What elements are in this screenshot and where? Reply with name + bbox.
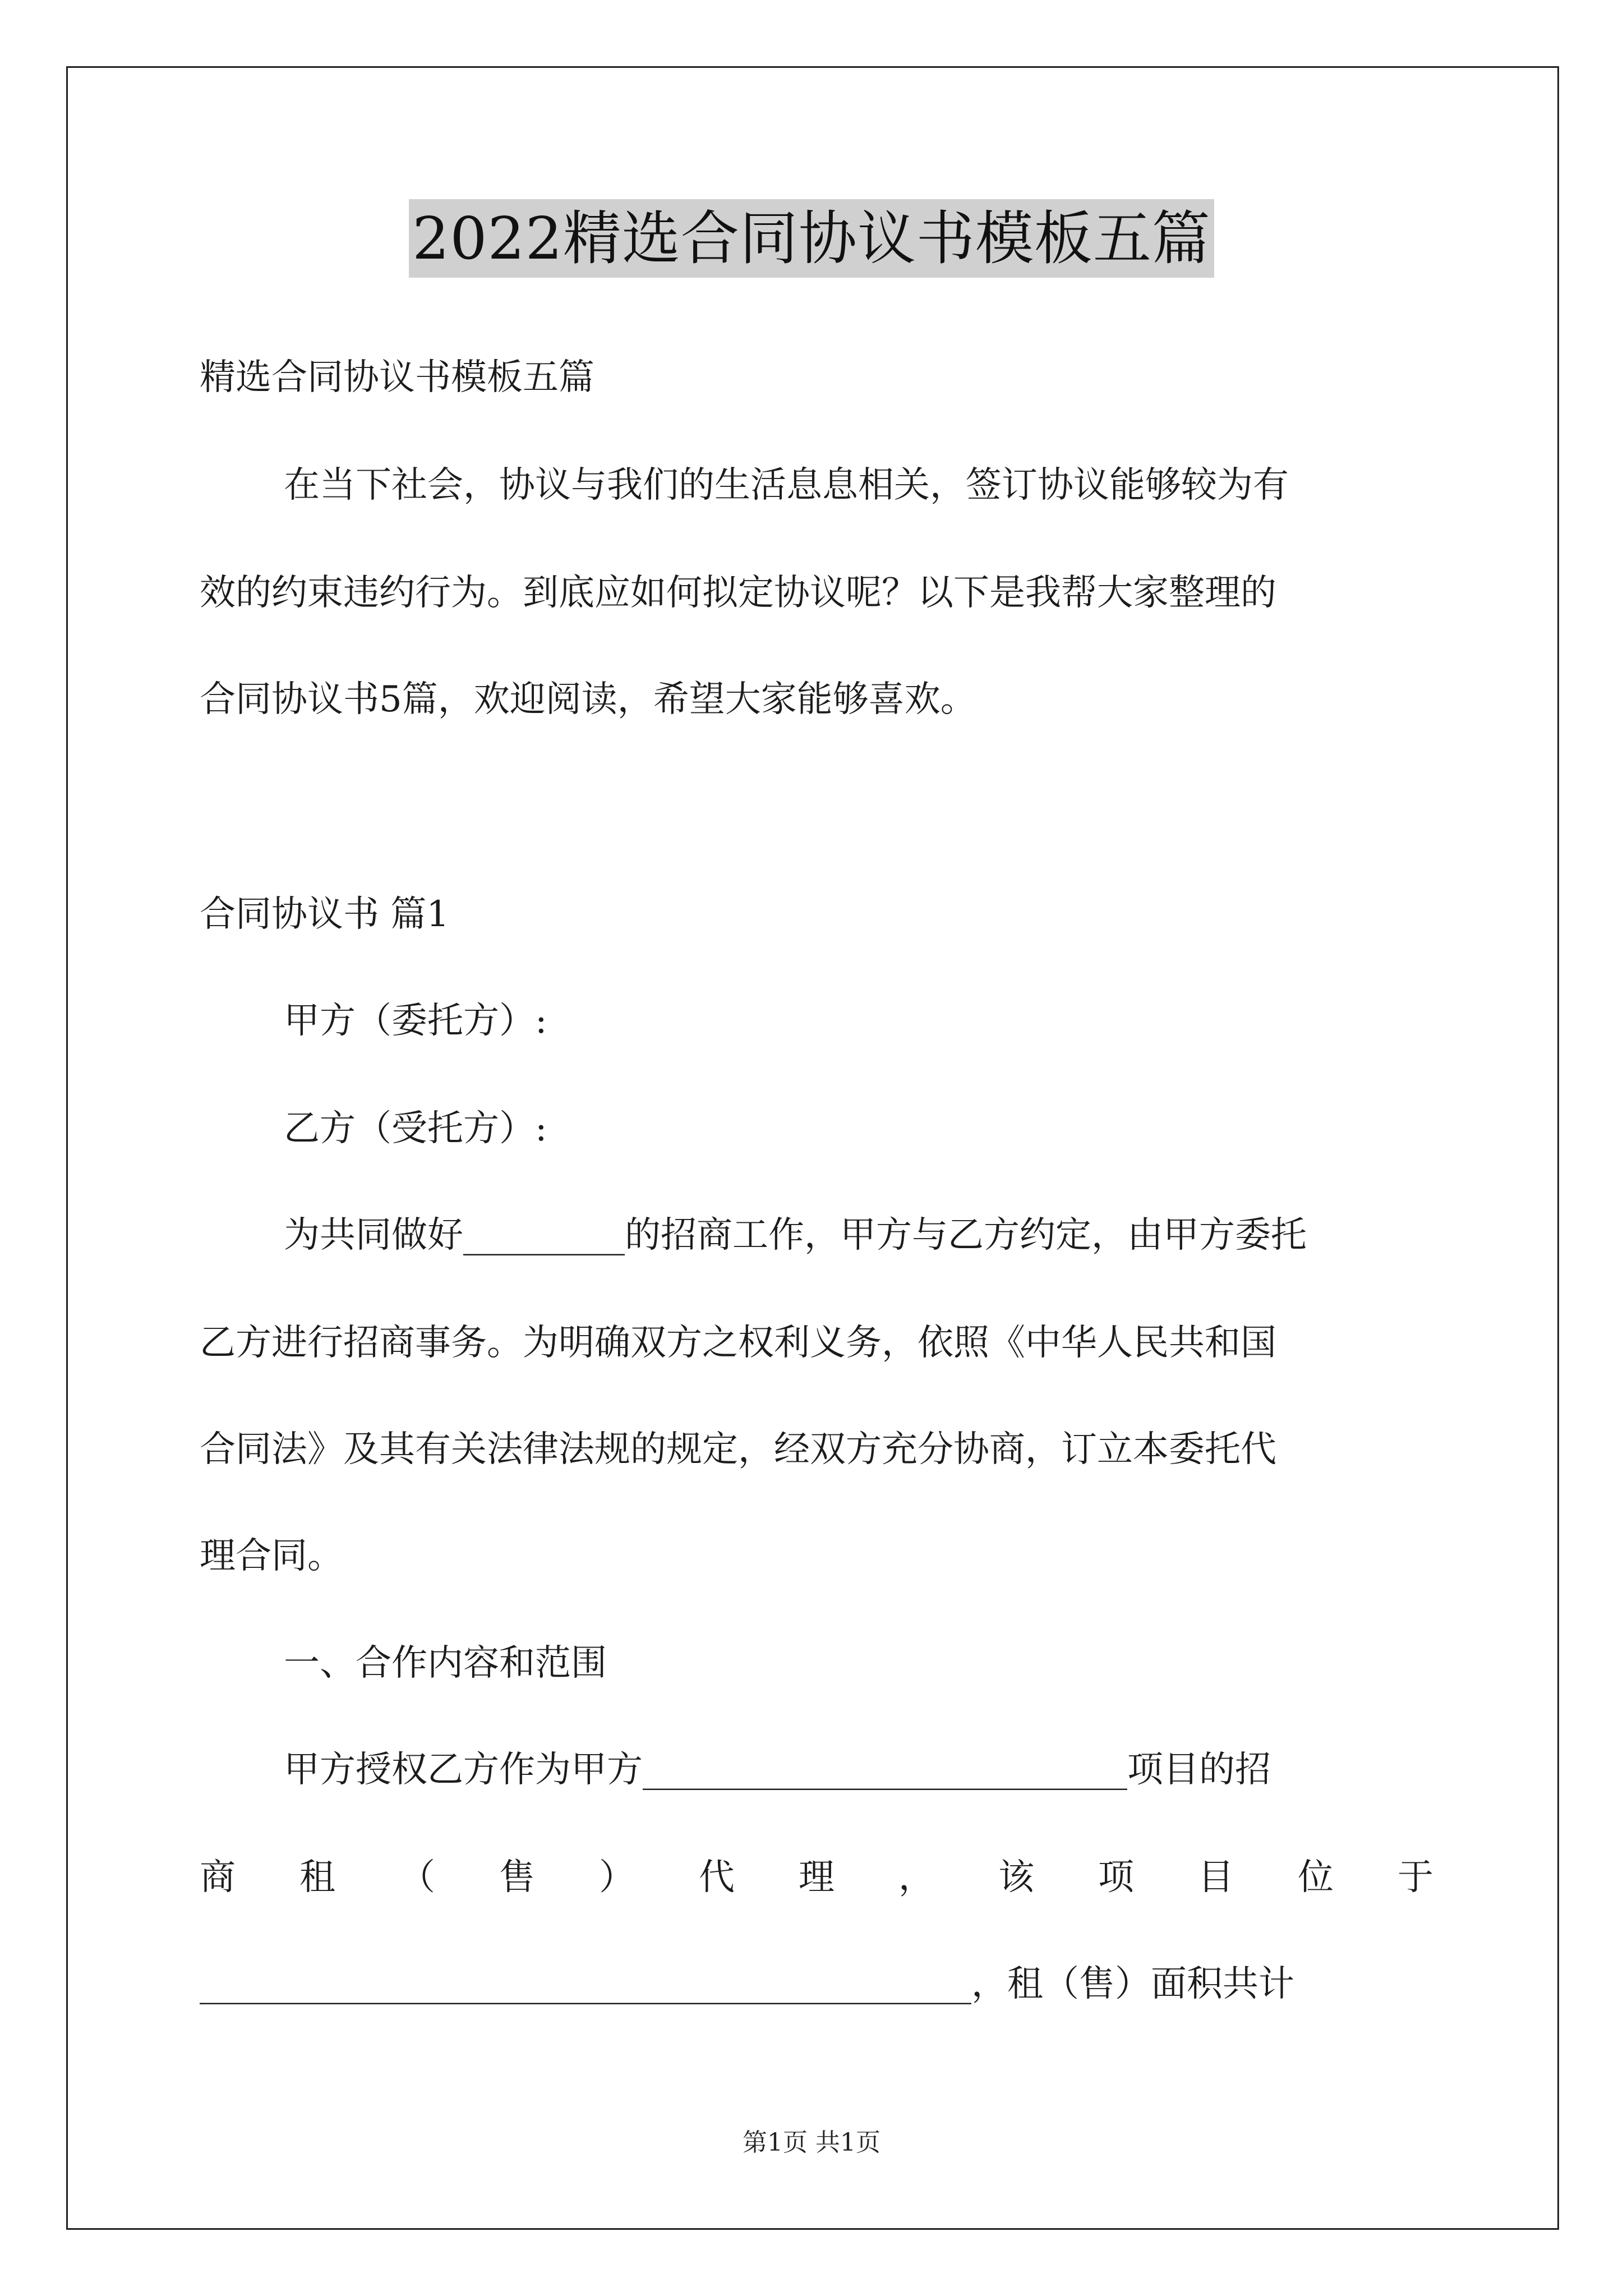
paragraph-line: 为共同做好_________的招商工作，甲方与乙方约定，由甲方委托 xyxy=(284,1214,1307,1256)
spaced-char: 理 xyxy=(799,1857,834,1898)
document-title: 2022精选合同协议书模板五篇 xyxy=(409,199,1214,278)
spaced-char: 位 xyxy=(1298,1857,1334,1898)
paragraph-line: 合同法》及其有关法律法规的规定，经双方充分协商，订立本委托代 xyxy=(200,1429,1276,1470)
spaced-char: 租 xyxy=(299,1857,335,1898)
spaced-char: ） xyxy=(599,1857,635,1898)
spaced-char: （ xyxy=(399,1857,435,1898)
clause-heading: 一、合作内容和范围 xyxy=(284,1642,607,1684)
spaced-char: 项 xyxy=(1098,1857,1134,1898)
paragraph-line: 合同协议书5篇，欢迎阅读，希望大家能够喜欢。 xyxy=(200,679,976,720)
spaced-char: 代 xyxy=(699,1857,735,1898)
section-heading: 合同协议书 篇1 xyxy=(200,894,450,935)
spaced-char: 售 xyxy=(499,1857,535,1898)
paragraph-line: 理合同。 xyxy=(200,1535,343,1577)
spaced-char: 该 xyxy=(998,1857,1034,1898)
spaced-text-line xyxy=(200,1852,1433,1903)
page-footer: 第1页 共1页 xyxy=(743,2128,880,2157)
spaced-char: 于 xyxy=(1398,1857,1433,1898)
subtitle-line: 精选合同协议书模板五篇 xyxy=(200,357,594,398)
party-b-line: 乙方（受托方）: xyxy=(284,1108,547,1149)
paragraph-line: 在当下社会，协议与我们的生活息息相关，签订协议能够较为有 xyxy=(284,464,1289,506)
paragraph-line: 效的约束违约行为。到底应如何拟定协议呢？以下是我帮大家整理的 xyxy=(200,572,1276,614)
paragraph-line: 甲方授权乙方作为甲方___________________________项目的招 xyxy=(284,1749,1271,1791)
spaced-char: 商 xyxy=(200,1857,236,1898)
spaced-char: ， xyxy=(898,1857,934,1898)
paragraph-line: 乙方进行招商事务。为明确双方之权利义务，依照《中华人民共和国 xyxy=(200,1322,1276,1364)
party-a-line: 甲方（委托方）: xyxy=(284,1000,547,1042)
title-container xyxy=(0,199,1623,278)
paragraph-line: ___________________________________________，租（售）面积共计 xyxy=(200,1963,1294,2005)
spaced-char: 目 xyxy=(1198,1857,1234,1898)
